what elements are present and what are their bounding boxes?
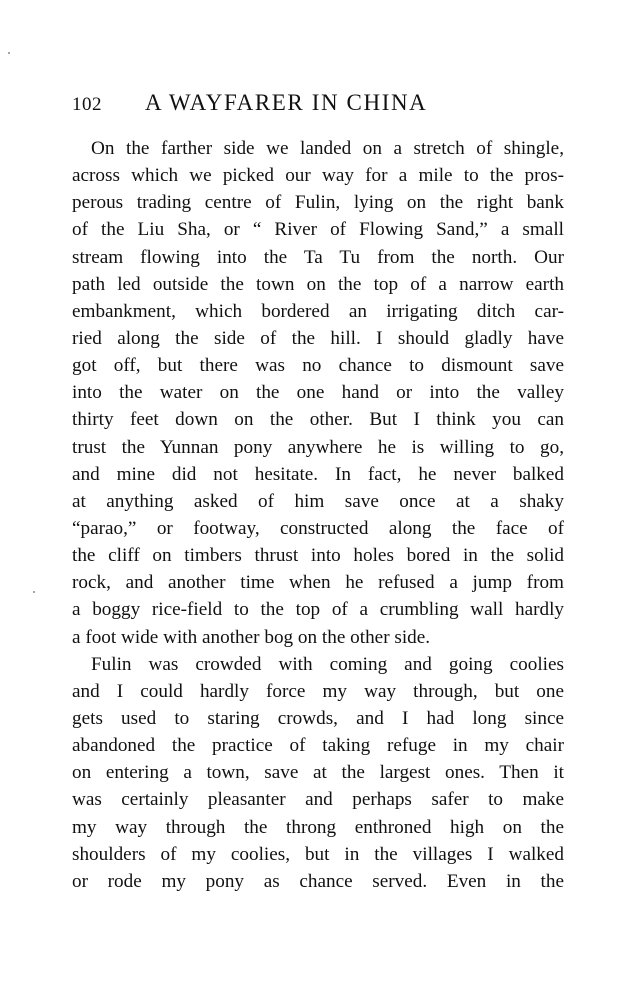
text-line: trust the Yunnan pony anywhere he is willing to go, [72, 436, 564, 458]
page-header [72, 90, 567, 124]
body-text [72, 135, 564, 895]
text-line: the cliff on timbers thrust into holes bored in the solid [72, 545, 564, 567]
scan-speck [33, 591, 35, 593]
text-line: and mine did not hesitate. In fact, he never balked [72, 463, 564, 485]
text-line: and I could hardly force my way through, but one [72, 680, 564, 702]
text-line: a boggy rice-field to the top of a crumbling wall hardly [72, 599, 564, 621]
text-line: “parao,” or footway, constructed along the face of [72, 517, 564, 539]
text-line: into the water on the one hand or into the valley [72, 382, 564, 404]
text-line: at anything asked of him save once at a shaky [72, 490, 564, 512]
page-number: 102 [72, 94, 102, 115]
text-line: a foot wide with another bog on the other side. [72, 626, 431, 648]
text-line: Fulin was crowded with coming and going coolies [91, 653, 564, 675]
text-line: path led outside the town on the top of a narrow earth [72, 273, 564, 295]
text-line: thirty feet down on the other. But I think you can [72, 409, 564, 431]
text-line: ried along the side of the hill. I should gladly have [72, 327, 564, 349]
text-line: abandoned the practice of taking refuge in my chair [72, 735, 564, 757]
text-line: gets used to staring crowds, and I had long since [72, 707, 564, 729]
text-line: rock, and another time when he refused a jump from [72, 572, 564, 594]
text-line: shoulders of my coolies, but in the villages I walked [72, 843, 564, 865]
text-line: was certainly pleasanter and perhaps safer to make [72, 789, 564, 811]
text-line: On the farther side we landed on a stretch of shingle, [91, 138, 564, 159]
text-line: my way through the throng enthroned high on the [72, 816, 564, 838]
text-line: got off, but there was no chance to dismount save [72, 355, 564, 377]
text-line: or rode my pony as chance served. Even in the [72, 870, 564, 892]
running-title: A WAYFARER IN CHINA [145, 90, 428, 115]
text-line: across which we picked our way for a mile to the pros- [72, 165, 564, 187]
scan-speck [8, 52, 10, 54]
text-line: embankment, which bordered an irrigating ditch car- [72, 300, 564, 322]
text-line: perous trading centre of Fulin, lying on the right bank [72, 192, 564, 214]
text-line: stream flowing into the Ta Tu from the north. Our [72, 246, 564, 268]
text-line: of the Liu Sha, or “ River of Flowing Sand,” a small [72, 219, 564, 241]
text-line: on entering a town, save at the largest ones. Then it [72, 762, 564, 784]
